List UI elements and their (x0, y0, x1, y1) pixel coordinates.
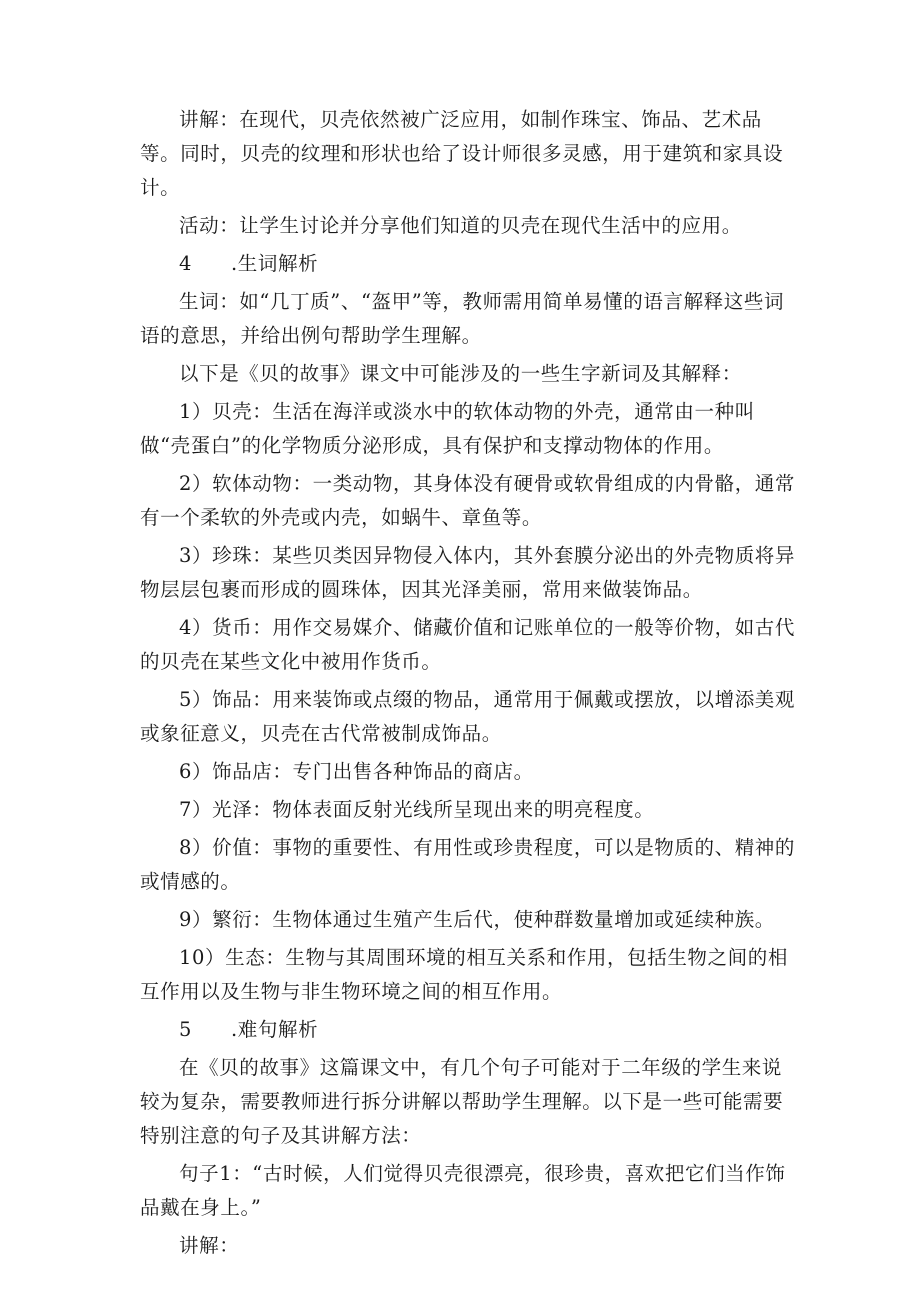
section-heading-vocabulary (140, 247, 800, 281)
paragraph-activity: 活动：让学生讨论并分享他们知道的贝壳在现代生活中的应用。 (179, 214, 742, 237)
word-item-5: 5）饰品：用来装饰或点缀的物品，通常用于佩戴或摆放，以增添美观或象征意义，贝壳在古代常被制成饰品。 (140, 688, 796, 745)
word-item-3: 3）珍珠：某些贝类因异物侵入体内，其外套膜分泌出的外壳物质将异物层层包裹而形成的圆珠体，因其光泽美丽，常用来做装饰品。 (140, 544, 796, 601)
word-item-10: 10）生态：生物与其周围环境的相互关系和作用，包括生物之间的相互作用以及生物与非生物环境之间的相互作用。 (140, 946, 788, 1003)
paragraph-word-list-intro: 以下是《贝的故事》课文中可能涉及的一些生字新词及其解释： (179, 362, 742, 385)
paragraph-difficult-sentences-intro: 在《贝的故事》这篇课文中，有几个句子可能对于二年级的学生来说较为复杂，需要教师进行拆分讲解以帮助学生理解。以下是一些可能需要特别注意的句子及其讲解方法： (140, 1056, 784, 1147)
word-item-7: 7）光泽：物体表面反射光线所呈现出来的明亮程度。 (179, 798, 655, 821)
document-page (140, 103, 800, 1267)
paragraph-new-words-intro: 生词：如“几丁质”、“盔甲”等，教师需用简单易懂的语言解释这些词语的意思，并给出例句帮助学生理解。 (140, 290, 785, 347)
word-item-8: 8）价值：事物的重要性、有用性或珍贵程度，可以是物质的、精神的或情感的。 (140, 836, 796, 893)
paragraph-modern-use-explanation: 讲解：在现代，贝壳依然被广泛应用，如制作珠宝、饰品、艺术品等。同时，贝壳的纹理和形状也给了设计师很多灵感，用于建筑和家具设计。 (140, 108, 784, 199)
word-item-4: 4）货币：用作交易媒介、储藏价值和记账单位的一般等价物，如古代的贝壳在某些文化中被用作货币。 (140, 616, 796, 673)
section-title: .难句解析 (231, 1018, 319, 1041)
paragraph-sentence-1: 句子1：“古时候，人们觉得贝壳很漂亮，很珍贵，喜欢把它们当作饰品戴在身上。” (140, 1162, 786, 1219)
word-item-2: 2）软体动物：一类动物，其身体没有硬骨或软骨组成的内骨骼，通常有一个柔软的外壳或内壳，如蜗牛、章鱼等。 (140, 472, 796, 529)
word-item-1: 1）贝壳：生活在海洋或淡水中的软体动物的外壳，通常由一种叫做“壳蛋白”的化学物质分泌形成，具有保护和支撑动物体的作用。 (140, 400, 755, 457)
word-item-9: 9）繁衍：生物体通过生殖产生后代，使种群数量增加或延续种族。 (179, 908, 775, 931)
paragraph-explanation-label: 讲解： (179, 1234, 240, 1257)
word-item-6: 6）饰品店：专门出售各种饰品的商店。 (179, 760, 534, 783)
section-number: 4 (179, 252, 193, 275)
section-heading-difficult-sentences (140, 1013, 800, 1047)
section-number: 5 (179, 1018, 193, 1041)
section-title: .生词解析 (231, 252, 319, 275)
